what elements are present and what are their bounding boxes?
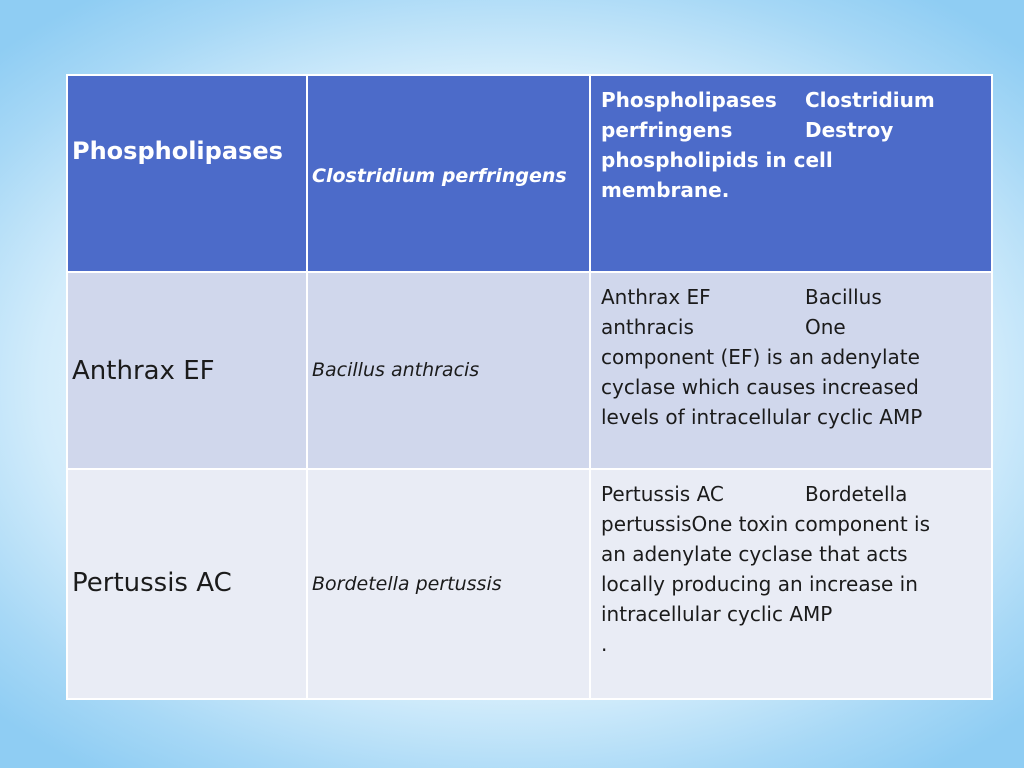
description-segment: Clostridium <box>805 88 935 112</box>
description-line <box>601 85 985 115</box>
description-text <box>601 479 985 659</box>
organism-name: Bacillus anthracis <box>312 359 480 381</box>
table-row <box>67 469 992 699</box>
description-segment: Phospholipases <box>601 88 777 112</box>
description-cell <box>590 469 992 699</box>
description-segment: perfringens <box>601 118 733 142</box>
organism-cell <box>307 75 590 272</box>
description-line: locally producing an increase in <box>601 572 918 596</box>
description-segment: One <box>805 315 846 339</box>
toxin-name: Pertussis AC <box>72 568 232 598</box>
description-line: an adenylate cyclase that acts <box>601 542 908 566</box>
description-cell <box>590 75 992 272</box>
description-segment: Destroy <box>805 118 894 142</box>
description-line: levels of intracellular cyclic AMP <box>601 405 923 429</box>
description-segment: Bordetella <box>805 482 908 506</box>
description-text <box>601 85 985 205</box>
toxin-table <box>66 74 993 700</box>
toxin-cell <box>67 272 307 469</box>
description-line <box>601 115 985 145</box>
organism-cell <box>307 469 590 699</box>
description-segment: anthracis <box>601 315 694 339</box>
description-line <box>601 479 985 509</box>
toxin-name: Anthrax EF <box>72 356 215 386</box>
description-text <box>601 282 985 432</box>
organism-name: Clostridium perfringens <box>312 165 567 187</box>
description-line: . <box>601 632 608 656</box>
toxin-cell <box>67 469 307 699</box>
description-line: pertussisOne toxin component is <box>601 512 931 536</box>
table-row-header <box>67 75 992 272</box>
description-line: cyclase which causes increased <box>601 375 919 399</box>
organism-name: Bordetella pertussis <box>312 573 502 595</box>
description-line <box>601 312 985 342</box>
description-segment: Bacillus <box>805 285 882 309</box>
table-row <box>67 272 992 469</box>
description-cell <box>590 272 992 469</box>
description-line <box>601 282 985 312</box>
description-line: phospholipids in cell <box>601 148 833 172</box>
description-line: intracellular cyclic AMP <box>601 602 833 626</box>
toxin-cell <box>67 75 307 272</box>
description-line: membrane. <box>601 178 730 202</box>
description-segment: Pertussis AC <box>601 482 724 506</box>
organism-cell <box>307 272 590 469</box>
description-segment: Anthrax EF <box>601 285 711 309</box>
description-line: component (EF) is an adenylate <box>601 345 920 369</box>
toxin-name: Phospholipases <box>72 137 283 165</box>
